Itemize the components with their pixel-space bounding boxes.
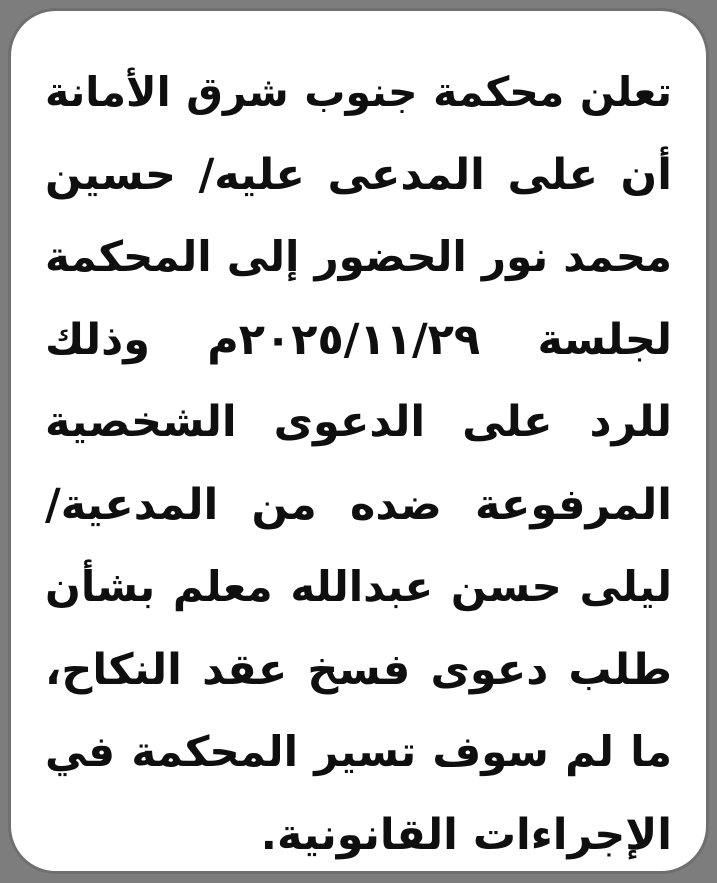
notice-line: الإجراءات القانونية. <box>260 809 672 860</box>
court-notice-text <box>45 51 672 876</box>
notice-line: طلب دعوى فسخ عقد النكاح، <box>45 644 672 695</box>
notice-line: ما لم سوف تسير المحكمة في <box>45 727 672 776</box>
notice-line: لجلسة ٢٠٢٥/١١/٢٩م وذلك <box>45 314 672 365</box>
notice-line: أن على المدعى عليه/ حسين <box>45 149 672 200</box>
notice-line: تعلن محكمة جنوب شرق الأمانة <box>45 68 672 116</box>
notice-card <box>8 8 709 874</box>
notice-line: المرفوعة ضده من المدعية/ <box>45 479 672 530</box>
notice-line: ليلى حسن عبدالله معلم بشأن <box>45 562 672 611</box>
notice-line: محمد نور الحضور إلى المحكمة <box>45 232 672 281</box>
notice-line: للرد على الدعوى الشخصية <box>45 397 672 447</box>
